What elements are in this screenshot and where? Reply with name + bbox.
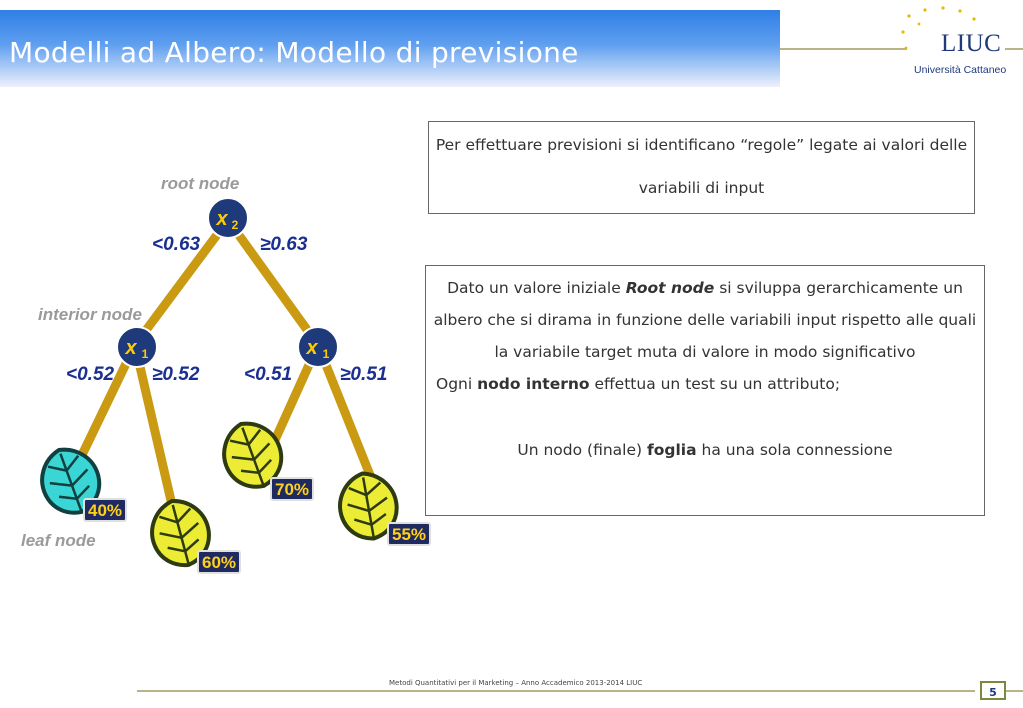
- svg-text:1: 1: [141, 347, 149, 361]
- title-bar: [0, 10, 780, 87]
- root-node-label: root node: [161, 174, 240, 193]
- logo-subtitle: Università Cattaneo: [914, 64, 1007, 76]
- leaf-value-rr: 55%: [391, 525, 427, 544]
- svg-text:1: 1: [322, 347, 330, 361]
- split-label: ≥0.52: [152, 364, 200, 385]
- decision-tree: [0, 160, 440, 590]
- footer-rule: [137, 690, 975, 692]
- interior-node-right: [298, 327, 338, 367]
- split-label: ≥0.63: [260, 234, 308, 255]
- interior-node-paragraph: Ogni nodo interno effettua un test su un attributo;: [436, 375, 841, 393]
- page-title: Modelli ad Albero: Modello di previsione: [9, 36, 579, 69]
- split-label: ≥0.51: [340, 364, 388, 385]
- split-label: <0.51: [244, 364, 293, 385]
- split-label: <0.52: [66, 364, 115, 385]
- svg-text:x: x: [125, 337, 137, 359]
- description-box: [425, 265, 985, 516]
- rules-text: Per effettuare previsioni si identificano “regole” legate ai valori delle variabili di input: [435, 136, 968, 197]
- footer-rule-right: [1006, 690, 1023, 692]
- root-node: [208, 198, 248, 238]
- rules-box: [428, 121, 975, 214]
- footer-text: Metodi Quantitativi per il Marketing – Anno Accademico 2013-2014 LIUC: [389, 679, 643, 687]
- root-node-paragraph: Dato un valore iniziale Root node si sviluppa gerarchicamente un albero che si dirama in funzione delle variabili input rispetto alle quali la variabile target muta di valore in modo significativo: [433, 279, 977, 361]
- interior-node-label: interior node: [38, 305, 142, 324]
- svg-text:x: x: [306, 337, 318, 359]
- interior-node-left: [117, 327, 157, 367]
- leaf-node-label: leaf node: [21, 531, 96, 550]
- leaf-value-lr: 60%: [201, 553, 237, 572]
- svg-text:2: 2: [231, 218, 239, 232]
- header-rule: [780, 48, 907, 50]
- spacer: [426, 400, 984, 434]
- split-label: <0.63: [152, 234, 201, 255]
- leaf-value-rl: 70%: [274, 480, 310, 499]
- leaf-node-paragraph: Un nodo (finale) foglia ha una sola connessione: [517, 441, 893, 459]
- logo-name: LIUC: [941, 30, 1002, 57]
- page-number: 5: [980, 681, 1006, 700]
- leaf-value-ll: 40%: [87, 501, 123, 520]
- svg-text:x: x: [216, 208, 228, 230]
